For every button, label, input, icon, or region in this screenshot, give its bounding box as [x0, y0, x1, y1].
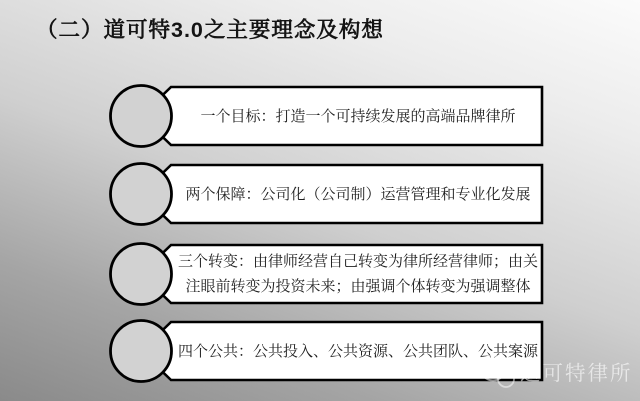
banner-row-guarantees: [108, 161, 545, 227]
banner-text: [178, 87, 538, 145]
banner-line: 注眼前转变为投资未来；由强调个体转变为强调整体: [185, 278, 531, 295]
wechat-bubbles-icon: [476, 349, 518, 393]
banner-circle: [111, 164, 172, 225]
banner-row-goal: [108, 83, 545, 149]
banner-circle: [111, 321, 172, 382]
banner-text: [178, 245, 538, 303]
banner-circle: [111, 86, 172, 147]
watermark-text: 道可特律所: [520, 362, 633, 385]
banner-line: 四个公共：公共投入、公共资源、公共团队、公共案源: [178, 342, 539, 360]
banner-text: [178, 165, 538, 223]
banner-line: 一个目标：打造一个可持续发展的高端品牌律所: [200, 107, 516, 125]
banner-line: 两个保障：公司化（公司制）运营管理和专业化发展: [185, 185, 531, 203]
banner-row-changes: [108, 241, 545, 307]
banner-circle: [111, 244, 172, 305]
banner-line: 三个转变：由律师经营自己转变为律所经营律师；由关: [178, 253, 539, 270]
watermark: [476, 349, 633, 393]
slide-title: （二）道可特3.0之主要理念及构想: [36, 18, 384, 42]
